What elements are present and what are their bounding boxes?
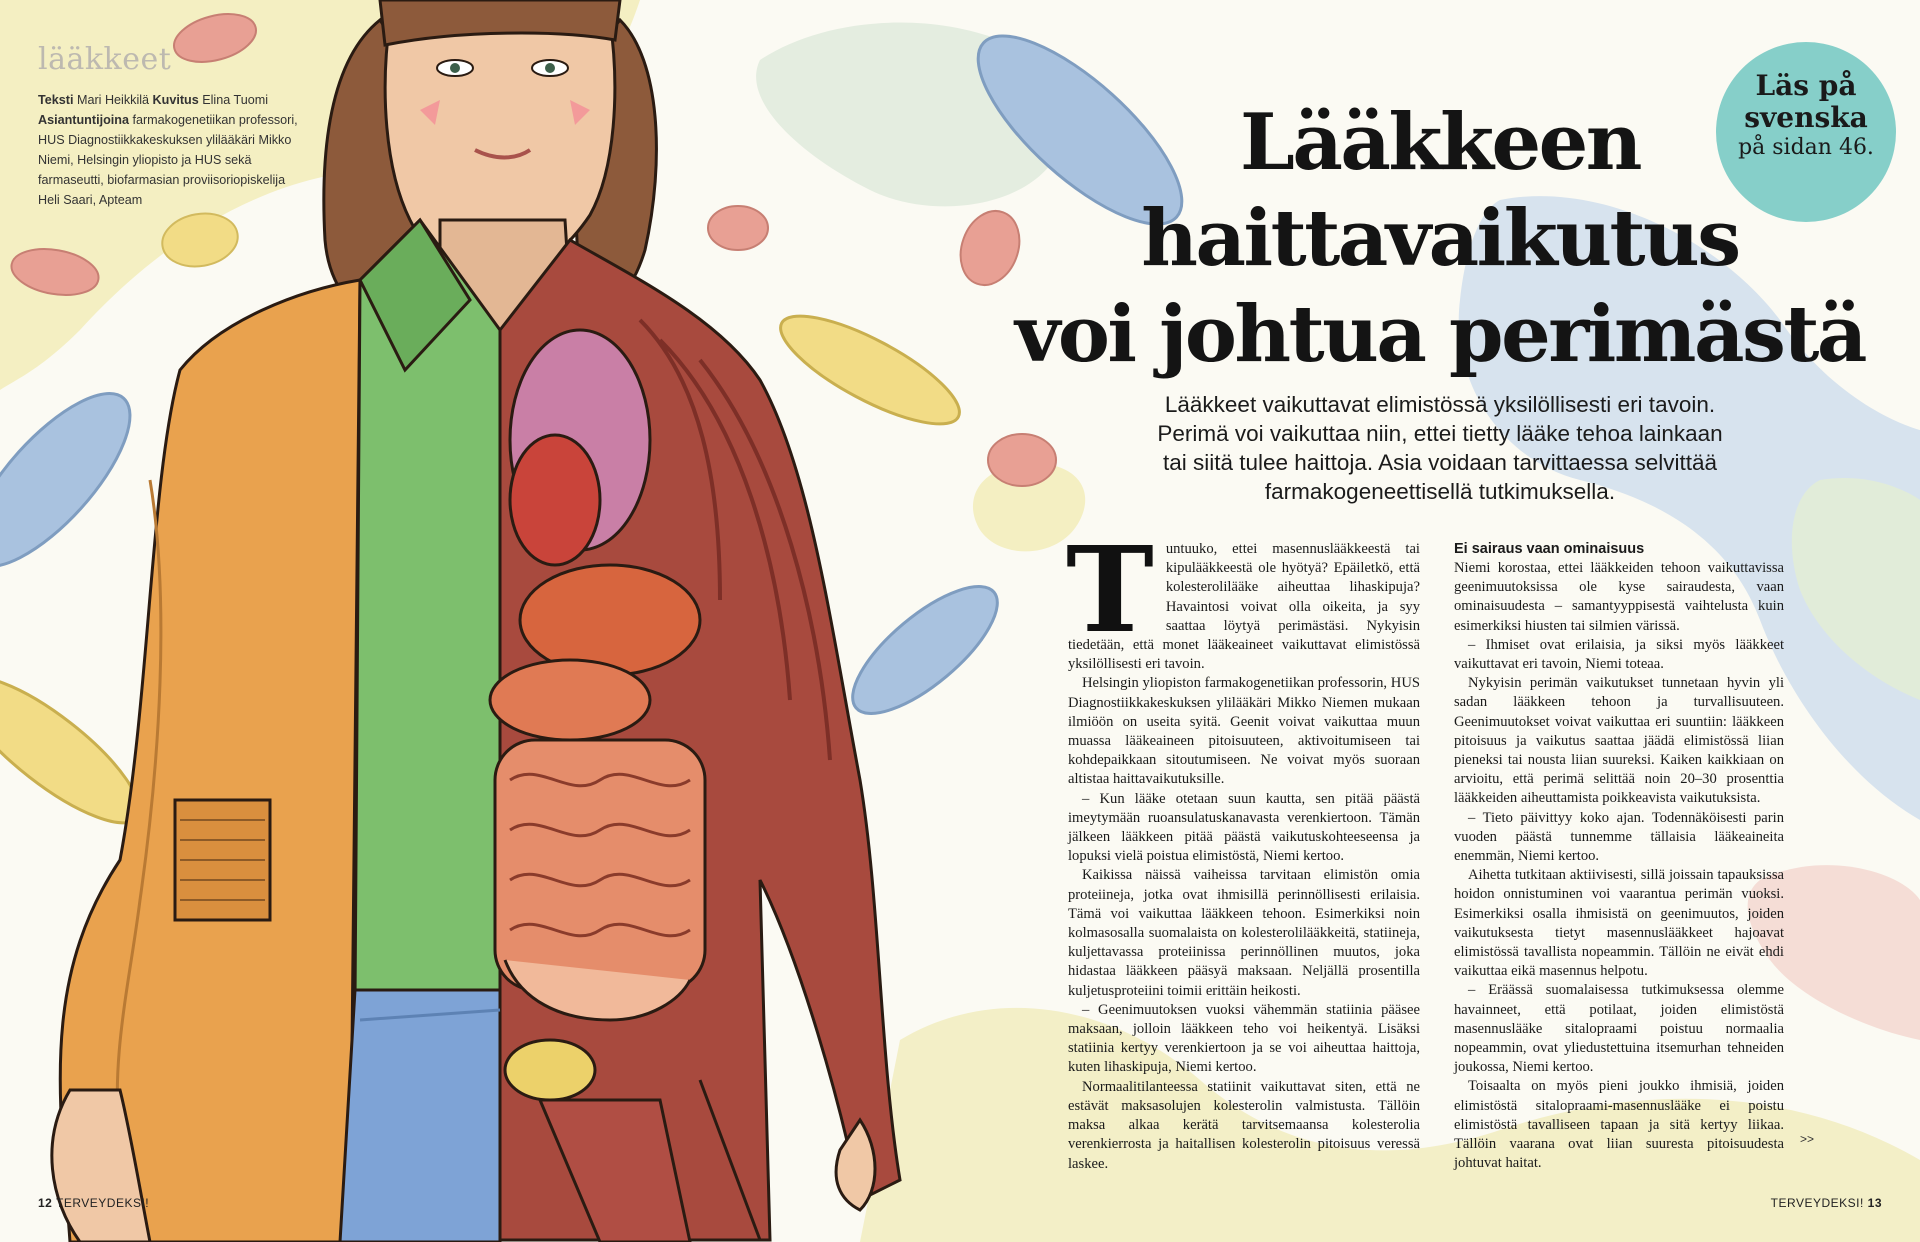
- body-column-1: [1066, 520, 1420, 1174]
- body-paragraph: Kaikissa näissä vaiheissa tarvitaan elimistön omia proteiineja, jotka ovat ihmisillä perinnöllisesti erilaisia. Tämä voi vaikuttaa lääkkeen tehoon. Esimerkiksi noin kolmasosalla suomalaista on kolesterolilääkkeitä, statiineja, kuljettavassa proteiinissa perinnöllinen muutos, joka hidastaa lääkkeen pääsyä maksaan. Neljällä prosentilla kuljetusproteiini toimii erittäin heikosti.: [1068, 867, 1420, 999]
- pill-blue: [834, 566, 1016, 734]
- pill-yellow: [768, 297, 973, 444]
- lead-line: tai siitä tulee haittoja. Asia voidaan tarvittaessa selvittää: [1162, 450, 1718, 475]
- credits: [38, 90, 308, 210]
- body-paragraph: – Eräässä suomalaisessa tutkimuksessa olemme havainneet, että potilaat, joiden elimistöstä masennuslääke sitalopraami poistuu normaalia nopeammin, ovat yliedustettuina itsemurhan tehneiden joukossa, Niemi kertoo.: [1454, 982, 1784, 1076]
- magazine-name-left: TERVEYDEKSI!: [55, 1196, 150, 1210]
- body-paragraph: – Geenimuutoksen vuoksi vähemmän statiinia pääsee maksaan, jolloin lääkkeen teho voi heikentyä. Lisäksi statiinia kertyy verenkiertoon ja se voi aiheuttaa haittoja, kuten lihaskipuja, Niemi kertoo.: [1068, 1001, 1420, 1076]
- folio-right: [1771, 1196, 1882, 1210]
- credit-experts-label: Asiantuntijoina: [38, 113, 129, 127]
- badge-line-2: svenska: [1744, 101, 1868, 134]
- credit-text-name: Mari Heikkilä: [76, 93, 150, 107]
- intestines: [495, 740, 705, 990]
- magazine-name-right: TERVEYDEKSI!: [1770, 1196, 1864, 1210]
- lead-line: Perimä voi vaikuttaa niin, ettei tietty lääke tehoa lainkaan: [1157, 421, 1723, 446]
- drop-cap: T: [1066, 520, 1154, 659]
- credit-text-label: Teksti: [38, 93, 74, 107]
- body-paragraph: Niemi korostaa, ettei lääkkeiden tehoon vaikuttavissa geenimuutoksissa ole kyse sairaudesta, vaan ominaisuudesta – samantyyppisestä vaihtelusta kuin esimerkiksi hiusten tai silmien värissä.: [1454, 560, 1784, 634]
- body-paragraph: Helsingin yliopiston farmakogenetiikan professorin, HUS Diagnostiikkakeskuksen ylilääkäri Mikko Niemen mukaan ilmiöön on useita syitä. Geenit voivat vaikuttaa muun muassa lääkeaineen pitoisuuteen, aktivoitumiseen tai kohdepaikkaan sitoutumiseen. Ne voivat myös suoraan altistaa haittavaikutuksille.: [1068, 675, 1420, 788]
- body-paragraph: – Kun lääke otetaan suun kautta, sen pitää päästä imeytymään ruoansulatuskanavasta verenkiertoon. Tämän jälkeen lääkkeen pitää päästä vaikutuskohteeseensa ja lopuksi vielä poistua elimistöstä, Niemi kertoo.: [1068, 790, 1420, 865]
- credit-experts-text: farmakogenetiikan professori, HUS Diagnostiikkakeskuksen ylilääkäri Mikko Niemi, Helsingin yliopisto ja HUS sekä farmaseutti, biofarmasian proviisoriopiskelija Heli Saari, Apteam: [38, 113, 298, 207]
- bladder: [505, 1040, 595, 1100]
- body-paragraph: – Ihmiset ovat erilaisia, ja siksi myös lääkkeet vaikuttavat eri tavoin, Niemi toteaa.: [1454, 636, 1784, 673]
- pill-pink: [988, 434, 1056, 486]
- folio-left: [38, 1196, 149, 1210]
- body-paragraph: – Tieto päivittyy koko ajan. Todennäköisesti parin vuoden päästä tunnemme tällaisia lääkeaineita enemmän, Niemi kertoo.: [1454, 809, 1784, 865]
- section-label: lääkkeet: [38, 42, 172, 77]
- liver: [520, 565, 700, 675]
- article-lead: [1050, 390, 1830, 506]
- body-paragraph: Normaalitilanteessa statiinit vaikuttavat siten, että ne estävät maksasolujen kolesterolin valmistusta. Tällöin maksa alkaa kerätä tarvitsemaansa kolesterolia verenkierrosta ja haitallisen kolesterolin pitoisuus veressä laskee.: [1068, 1078, 1420, 1172]
- continue-marker: >>: [1800, 1132, 1815, 1146]
- pill-pink: [708, 206, 768, 250]
- body-paragraph: Toisaalta on myös pieni joukko ihmisiä, joiden elimistöstä sitalopraami-masennuslääke ei poistu elimistöstä tavalliseen tapaan ja sitä kertyy liikaa. Tällöin vaarana ovat liian suuresta pitoisuudesta johtuvat haitat.: [1454, 1078, 1784, 1172]
- headline-line: voi johtua perimästä: [1015, 289, 1865, 380]
- body-column-2: [1454, 540, 1784, 1174]
- body-paragraph: Tuntuuko, ettei masennuslääkkeestä tai kipulääkkeestä ole hyötyä? Epäiletkö, että kolesterolilääke aiheuttaa lihaskipuja? Havaintosi voivat olla oikeita, ja syy saattaa löytyä perimästäsi. Nykyisin tiedetään, että monet lääkeaineet vaikuttavat elimistössä yksilöllisesti eri tavoin.: [1066, 520, 1420, 673]
- headline-line: haittavaikutus: [1141, 193, 1739, 284]
- credit-illustration-name: Elina Tuomi: [202, 93, 269, 107]
- page-number-right: 13: [1867, 1196, 1882, 1210]
- pill-blue: [0, 370, 155, 590]
- stomach: [490, 660, 650, 740]
- subheading: Ei sairaus vaan ominaisuus: [1454, 541, 1645, 557]
- credit-illustration-label: Kuvitus: [152, 93, 199, 107]
- badge-line-1: Läs på: [1755, 69, 1857, 102]
- article-headline: [1000, 95, 1880, 383]
- page-number-left: 12: [38, 1196, 53, 1210]
- headline-line: Lääkkeen: [1240, 97, 1640, 188]
- heart: [510, 435, 600, 565]
- body-paragraph: Nykyisin perimän vaikutukset tunnetaan hyvin yli sadan lääkkeen tehoon ja turvallisuuteen. Geenimuutokset voivat vaikuttaa eri suuntiin: lääkkeen pitoisuus ja vaikutus saattaa jäädä elimistössä liian pieneksi tai nousta liian suureksi. Kaiken kaikkiaan on arvioitu, että perimä selittää noin 20–30 prosenttia lääkkeiden aiheuttamista poikkeavista vaikutuksista.: [1454, 675, 1784, 807]
- badge-line-3: på sidan 46.: [1738, 135, 1874, 160]
- body-paragraph: Aihetta tutkitaan aktiivisesti, sillä joissain tapauksissa hoidon onnistuminen voi vaarantua perimän vuoksi. Esimerkiksi osalla ihmisistä on geenimuutos, joiden vaikutuksesta tietyt masennuslääkkeet hajoavat elimistössä tavallista nopeammin. Tällöin ne eivät ehdi vaikuttaa eikä masennus helpotu.: [1454, 867, 1784, 980]
- lead-line: Lääkkeet vaikuttavat elimistössä yksilöllisesti eri tavoin.: [1164, 392, 1716, 417]
- lead-line: farmakogeneettisellä tutkimuksella.: [1264, 479, 1616, 504]
